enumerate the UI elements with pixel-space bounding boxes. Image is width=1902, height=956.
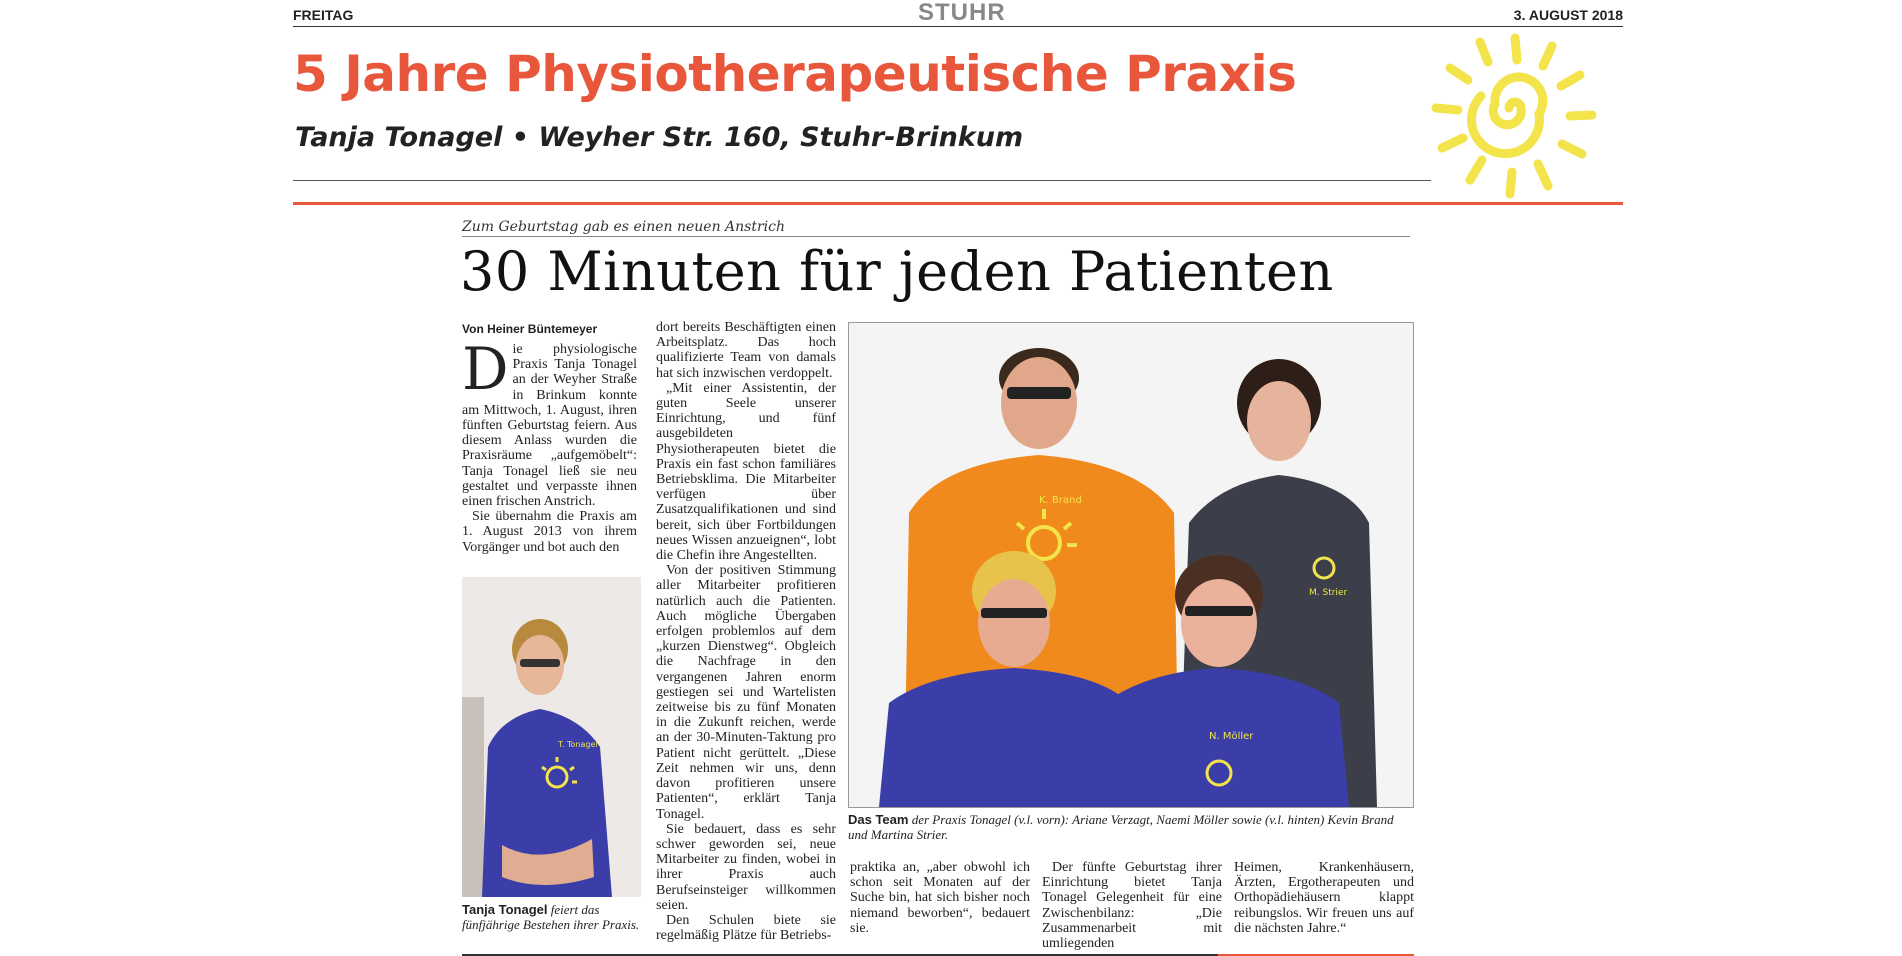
paragraph: Heimen, Krankenhäusern, Ärzten, Ergotherapeuten und Orthopädiehäusern klappt reibungslos. Wir freuen uns auf die nächsten Jahre.“ — [1234, 860, 1414, 936]
article-column-4 — [1042, 860, 1222, 951]
section-name: STUHR — [918, 0, 1006, 26]
caption-name: Tanja Tonagel — [462, 902, 548, 917]
issue-day: FREITAG — [293, 7, 354, 23]
paragraph: „Mit einer Assistentin, der guten Seele unserer Einrichtung, und fünf ausgebildeten Physiotherapeuten bietet die Praxis ein fast schon familiäres Betriebsklima. Die Mitarbeiter verfügen über Zusatzqualifikationen und sind bereit, sich über Fortbildungen neues Wissen anzueignen“, lobt die Chefin ihre Angestellten. — [656, 380, 836, 564]
paragraph: Von der positiven Stimmung aller Mitarbeiter profitieren natürlich auch die Patienten. Auch mögliche Übergaben erfolgen problemlos auf dem „kurzen Dienstweg“. Obgleich die Nachfrage in den vergangenen Jahren enorm gestiegen sei und Wartelisten zeitweise bis zu fünf Monaten in die Zukunft reichen, werde an der 30-Minuten-Taktung pro Patient nicht gerüttelt. „Diese Zeit nehmen wir uns, denn davon profitieren unsere Patienten“, erklärt Tanja Tonagel. — [656, 563, 836, 822]
article-column-5 — [1234, 860, 1414, 936]
article-title: 30 Minuten für jeden Patienten — [460, 240, 1334, 303]
caption-text: der Praxis Tonagel (v.l. vorn): Ariane Verzagt, Naemi Möller sowie (v.l. hinten) Kevin Brand und Martina Strier. — [848, 812, 1394, 842]
shirt-label: K. Brand — [1039, 495, 1082, 506]
paragraph: Sie bedauert, dass es sehr schwer geworden sei, neue Mitarbeiter zu finden, wobei in ihrer Praxis auch Berufseinsteiger willkommen seien. — [656, 821, 836, 913]
kicker-divider — [462, 236, 1410, 237]
paragraph: Der fünfte Geburtstag ihrer Einrichtung bietet Tanja Tonagel Gelegenheit für eine Zwischenbilanz: „Die Zusammenarbeit mit umliegenden — [1042, 860, 1222, 952]
team-caption — [848, 812, 1416, 842]
team-photo — [848, 322, 1414, 808]
drop-cap: D — [462, 335, 509, 403]
article-byline: Von Heiner Büntemeyer — [462, 322, 598, 336]
article-kicker: Zum Geburtstag gab es einen neuen Anstrich — [462, 219, 786, 235]
portrait-photo — [462, 577, 641, 897]
shirt-label: M. Strier — [1309, 588, 1348, 598]
shirt-label: T. Tonagel — [558, 740, 598, 749]
issue-date: 3. AUGUST 2018 — [1513, 7, 1623, 23]
portrait-caption — [462, 902, 642, 932]
article-column-3 — [850, 860, 1030, 936]
sun-logo-icon — [1430, 30, 1600, 200]
article-column-1 — [462, 335, 637, 555]
divider — [293, 180, 1431, 181]
paragraph: Sie übernahm die Praxis am 1. August 2013 von ihrem Vorgänger und bot auch den — [462, 509, 637, 555]
advert-subline: Tanja Tonagel • Weyher Str. 160, Stuhr-Brinkum — [295, 122, 1024, 153]
advert-headline: 5 Jahre Physiotherapeutische Praxis — [293, 45, 1297, 103]
paragraph: Die physiologische Praxis Tanja Tonagel an der Weyher Straße in Brinkum konnte am Mittwoch, 1. August, ihren fünften Geburtstag feiern. Aus diesem Anlass wurden die Praxisräume „aufgemöbelt“: Tanja Tonagel ließ sie neu gestaltet und verpasste ihnen einen frischen Anstrich. — [462, 335, 637, 510]
paragraph: Den Schulen biete sie regelmäßig Plätze für Betriebs- — [656, 912, 836, 944]
article-column-2 — [656, 320, 836, 943]
caption-label: Das Team — [848, 812, 909, 827]
paragraph: dort bereits Beschäftigten einen Arbeitsplatz. Das hoch qualifizierte Team von damals hat sich inzwischen verdoppelt. — [656, 320, 836, 381]
paragraph: praktika an, „aber obwohl ich schon seit Monaten auf der Suche bin, hat sich bisher noch niemand beworben“, bedauert sie. — [850, 860, 1030, 936]
shirt-label: N. Möller — [1209, 731, 1254, 742]
divider-accent — [293, 202, 1623, 205]
caption-text: feiert das fünfjährige Bestehen ihrer Praxis. — [462, 902, 640, 932]
